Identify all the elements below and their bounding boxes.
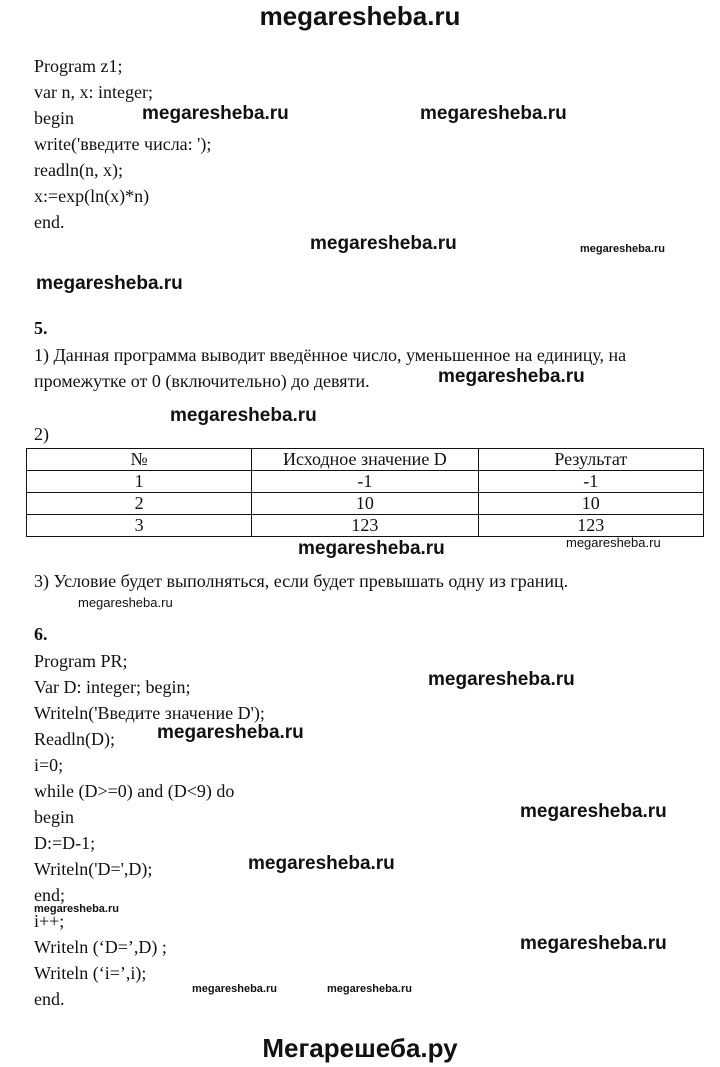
watermark: megaresheba.ru [34, 903, 119, 915]
task-5-paragraph-3: 3) Условие будет выполняться, если будет превышать одну из границ. [34, 571, 569, 591]
table-cell: 123 [252, 515, 478, 537]
table-cell: -1 [478, 471, 703, 493]
task-5-number: 5. [34, 318, 48, 338]
watermark: megaresheba.ru [566, 535, 661, 550]
table-row [27, 493, 704, 515]
watermark: megaresheba.ru [298, 538, 445, 559]
code-line: Var D: integer; begin; [34, 677, 191, 697]
code-line: write('введите числа: '); [34, 134, 212, 154]
site-header: megaresheba.ru [259, 1, 461, 31]
table-row [27, 515, 704, 537]
task-6-number: 6. [34, 624, 48, 644]
code-line: end. [34, 212, 65, 232]
table-cell: 123 [478, 515, 703, 537]
result-table [26, 448, 704, 537]
task-5-paragraph-1-line-2: промежутке от 0 (включительно) до девяти. [34, 371, 370, 391]
table-header-row [27, 449, 704, 471]
code-line: end. [34, 989, 65, 1009]
code-line: D:=D-1; [34, 833, 96, 853]
watermark: megaresheba.ru [327, 983, 412, 995]
code-line: Writeln (‘i=’,i); [34, 963, 147, 983]
code-line: Writeln('Введите значение D'); [34, 703, 265, 723]
watermark: megaresheba.ru [170, 405, 317, 426]
code-line: var n, x: integer; [34, 82, 153, 102]
code-line: Writeln (‘D=’,D) ; [34, 937, 167, 957]
table-header-cell: Исходное значение D [252, 449, 478, 471]
task-5-paragraph-1-line-1: 1) Данная программа выводит введённое число, уменьшенное на единицу, на [34, 345, 627, 365]
code-line: i++; [34, 911, 65, 931]
code-line: while (D>=0) and (D<9) do [34, 781, 235, 801]
watermark: megaresheba.ru [78, 595, 173, 610]
watermark: megaresheba.ru [310, 233, 457, 254]
watermark: megaresheba.ru [248, 853, 395, 874]
table-cell: -1 [252, 471, 478, 493]
table-cell: 2 [27, 493, 252, 515]
table-cell: 3 [27, 515, 252, 537]
watermark: megaresheba.ru [520, 801, 667, 822]
watermark: megaresheba.ru [420, 103, 567, 124]
code-line: Readln(D); [34, 729, 115, 749]
code-line: Writeln('D=',D); [34, 859, 153, 879]
watermark: megaresheba.ru [520, 933, 667, 954]
watermark: megaresheba.ru [438, 366, 585, 387]
watermark: megaresheba.ru [428, 669, 575, 690]
table-header-cell: Результат [478, 449, 703, 471]
table-cell: 10 [252, 493, 478, 515]
watermark: megaresheba.ru [142, 103, 289, 124]
table-cell: 10 [478, 493, 703, 515]
watermark: megaresheba.ru [192, 983, 277, 995]
code-line: begin [34, 108, 74, 128]
code-line: end; [34, 885, 65, 905]
code-line: begin [34, 807, 74, 827]
code-line: Program z1; [34, 56, 123, 76]
code-line: readln(n, x); [34, 160, 123, 180]
task-5-paragraph-2: 2) [34, 424, 49, 444]
watermark: megaresheba.ru [36, 273, 183, 294]
watermark: megaresheba.ru [157, 722, 304, 743]
code-line: Program PR; [34, 651, 128, 671]
code-line: x:=exp(ln(x)*n) [34, 186, 150, 206]
site-footer: Мегарешеба.ру [262, 1033, 458, 1063]
watermark: megaresheba.ru [580, 243, 665, 255]
table-cell: 1 [27, 471, 252, 493]
table-row [27, 471, 704, 493]
code-line: i=0; [34, 755, 64, 775]
table-header-cell: № [27, 449, 252, 471]
